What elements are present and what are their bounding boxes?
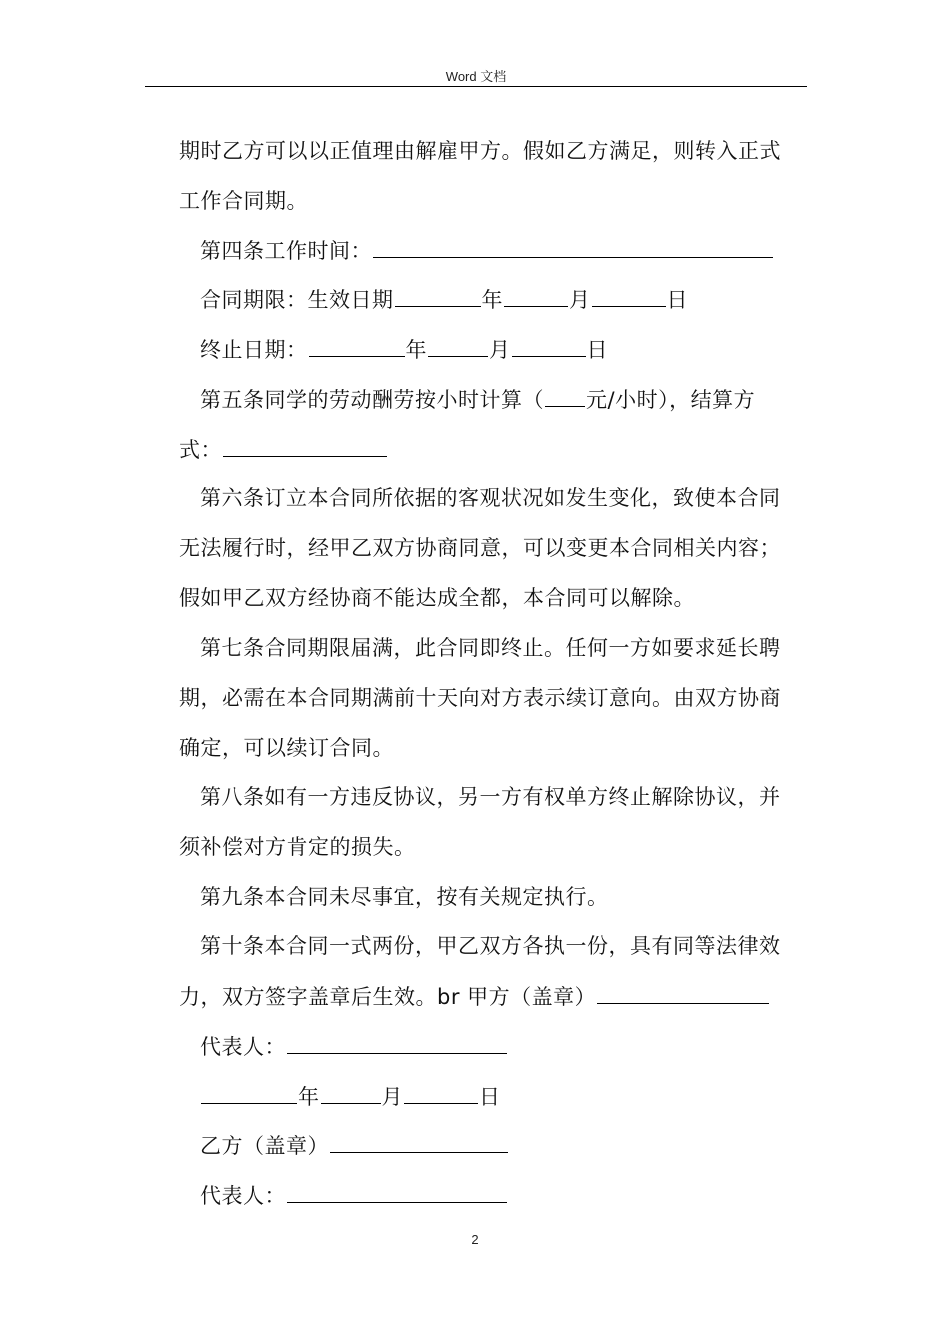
representative-a-line (200, 1031, 508, 1062)
settlement-method-line (179, 434, 388, 465)
paragraph-line: 第十条本合同一式两份，甲乙双方各执一份，具有同等法律效 (200, 934, 781, 958)
paragraph-line: 第七条合同期限届满，此合同即终止。任何一方如要求延长聘 (200, 636, 781, 660)
blank-field (309, 334, 405, 357)
month-label: 月 (489, 338, 511, 362)
blank-field (592, 284, 666, 307)
party-a-seal-line (179, 981, 770, 1012)
party-a-label: 力，双方签字盖章后生效。br 甲方（盖章） (179, 985, 597, 1009)
blank-field (201, 1081, 297, 1104)
paragraph-line: 期时乙方可以以正值理由解雇甲方。假如乙方满足，则转入正式 (179, 139, 781, 163)
blank-field (373, 235, 773, 258)
representative-b-line (200, 1180, 508, 1211)
page-number: 2 (471, 1232, 479, 1247)
blank-field (395, 284, 481, 307)
paragraph-line: 假如甲乙双方经协商不能达成全都，本合同可以解除。 (179, 586, 695, 610)
contract-period-line (200, 284, 688, 315)
day-label: 日 (586, 338, 608, 362)
clause-text: 第五条同学的劳动酬劳按小时计算（ (200, 388, 544, 412)
clause-text: 元/小时），结算方 (586, 388, 756, 412)
document-header: Word 文档 (445, 69, 507, 84)
blank-field (512, 334, 586, 357)
clause-5-pay (200, 384, 755, 415)
month-label: 月 (381, 1085, 403, 1109)
year-label: 年 (405, 338, 427, 362)
signing-date-line (200, 1081, 501, 1112)
day-label: 日 (479, 1085, 501, 1109)
paragraph-line: 确定，可以续订合同。 (179, 736, 394, 760)
clause-4-work-time (200, 235, 774, 266)
paragraph-line: 期，必需在本合同期满前十天向对方表示续订意向。由双方协商 (179, 686, 781, 710)
representative-label: 代表人： (200, 1035, 286, 1059)
blank-field (504, 284, 568, 307)
party-b-seal-line (200, 1130, 509, 1161)
blank-field (287, 1031, 507, 1054)
blank-field (597, 981, 769, 1004)
party-b-label: 乙方（盖章） (200, 1134, 329, 1158)
settlement-label: 式： (179, 438, 222, 462)
blank-field (330, 1130, 508, 1153)
day-label: 日 (666, 288, 688, 312)
blank-field (287, 1180, 507, 1203)
representative-label: 代表人： (200, 1184, 286, 1208)
termination-date-line (200, 334, 608, 365)
year-label: 年 (481, 288, 503, 312)
paragraph-line: 须补偿对方肯定的损失。 (179, 835, 416, 859)
paragraph-line: 工作合同期。 (179, 189, 308, 213)
paragraph-line: 第六条订立本合同所依据的客观状况如发生变化，致使本合同 (200, 486, 781, 510)
blank-field (545, 384, 585, 407)
blank-field (321, 1081, 381, 1104)
clause-label: 第四条工作时间： (200, 239, 372, 263)
blank-field (428, 334, 488, 357)
blank-field (404, 1081, 478, 1104)
paragraph-line: 无法履行时，经甲乙双方协商同意，可以变更本合同相关内容； (179, 536, 781, 560)
period-label: 合同期限：生效日期 (200, 288, 394, 312)
paragraph-line: 第八条如有一方违反协议，另一方有权单方终止解除协议，并 (200, 785, 781, 809)
termination-label: 终止日期： (200, 338, 308, 362)
month-label: 月 (569, 288, 591, 312)
header-divider (145, 86, 807, 87)
paragraph-line: 第九条本合同未尽事宜，按有关规定执行。 (200, 885, 609, 909)
year-label: 年 (298, 1085, 320, 1109)
blank-field (223, 434, 387, 457)
